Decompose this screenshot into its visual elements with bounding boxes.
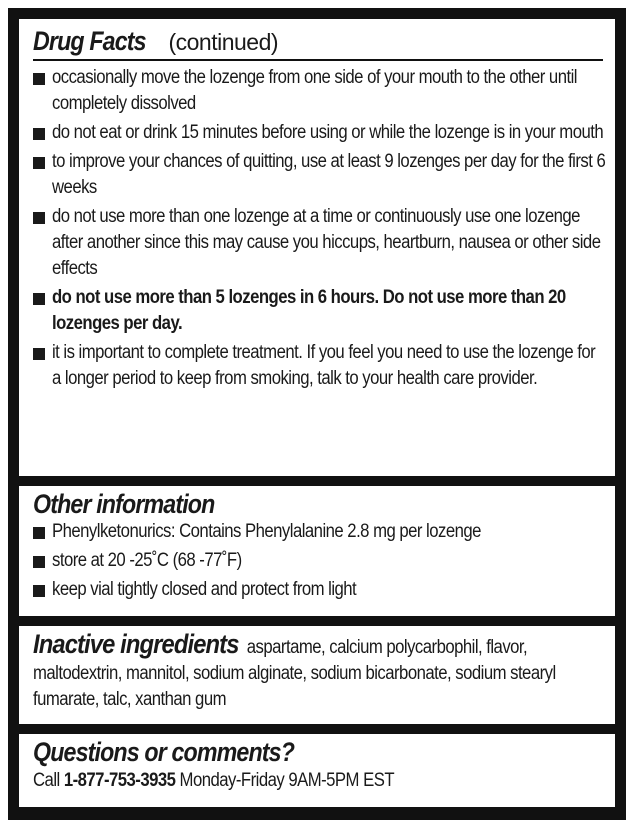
call-hours: Monday-Friday 9AM-5PM EST — [179, 770, 395, 791]
drug-facts-title: Drug Facts — [33, 26, 146, 56]
other-information-panel — [19, 486, 615, 616]
bullet-square-icon — [33, 157, 45, 169]
questions-heading — [33, 737, 609, 768]
bullet-square-icon — [33, 556, 45, 568]
drug-facts-title-suffix: (continued) — [168, 29, 279, 55]
heading-rule — [33, 59, 603, 61]
list-item: do not eat or drink 15 minutes before using or while the lozenge is in your mouth — [33, 120, 609, 146]
list-item-warning: do not use more than 5 lozenges in 6 hours. Do not use more than 20 lozenges per day. — [33, 285, 609, 337]
contact-line — [33, 768, 609, 794]
list-item: store at 20 -25˚C (68 -77˚F) — [33, 548, 609, 574]
bullet-square-icon — [33, 527, 45, 539]
bullet-square-icon — [33, 73, 45, 85]
list-item: Phenylketonurics: Contains Phenylalanine 2.8 mg per lozenge — [33, 519, 609, 545]
other-information-list — [33, 519, 609, 603]
phone-number[interactable]: 1-877-753-3935 — [63, 770, 176, 791]
bullet-square-icon — [33, 212, 45, 224]
bullet-square-icon — [33, 585, 45, 597]
bullet-square-icon — [33, 348, 45, 360]
list-item: do not use more than one lozenge at a time or continuously use one lozenge after another since this may cause you hiccups, heartburn, nausea or other side effects — [33, 204, 609, 282]
questions-panel — [19, 734, 615, 807]
drug-facts-panel — [19, 19, 615, 476]
list-item: to improve your chances of quitting, use at least 9 lozenges per day for the first 6 weeks — [33, 149, 609, 201]
bullet-square-icon — [33, 128, 45, 140]
list-item: it is important to complete treatment. If you feel you need to use the lozenge for a longer period to keep from smoking, talk to your health care provider. — [33, 340, 609, 392]
list-item: keep vial tightly closed and protect from light — [33, 577, 609, 603]
other-information-title: Other information — [33, 489, 215, 519]
other-information-heading — [33, 489, 609, 520]
inactive-ingredients-panel — [19, 626, 615, 724]
call-prefix: Call — [33, 770, 60, 791]
inactive-ingredients-title: Inactive ingredients — [33, 629, 239, 659]
inactive-ingredients-text: aspartame, calcium polycarbophil, flavor, maltodextrin, mannitol, sodium alginate, sodium bicarbonate, sodium stearyl fumarate, talc, xanthan gum — [33, 637, 556, 710]
drug-facts-heading — [33, 26, 609, 57]
inactive-ingredients-block — [33, 631, 609, 713]
questions-title: Questions or comments? — [33, 737, 295, 767]
bullet-square-icon — [33, 293, 45, 305]
directions-list — [33, 65, 609, 392]
list-item: occasionally move the lozenge from one side of your mouth to the other until completely dissolved — [33, 65, 609, 117]
